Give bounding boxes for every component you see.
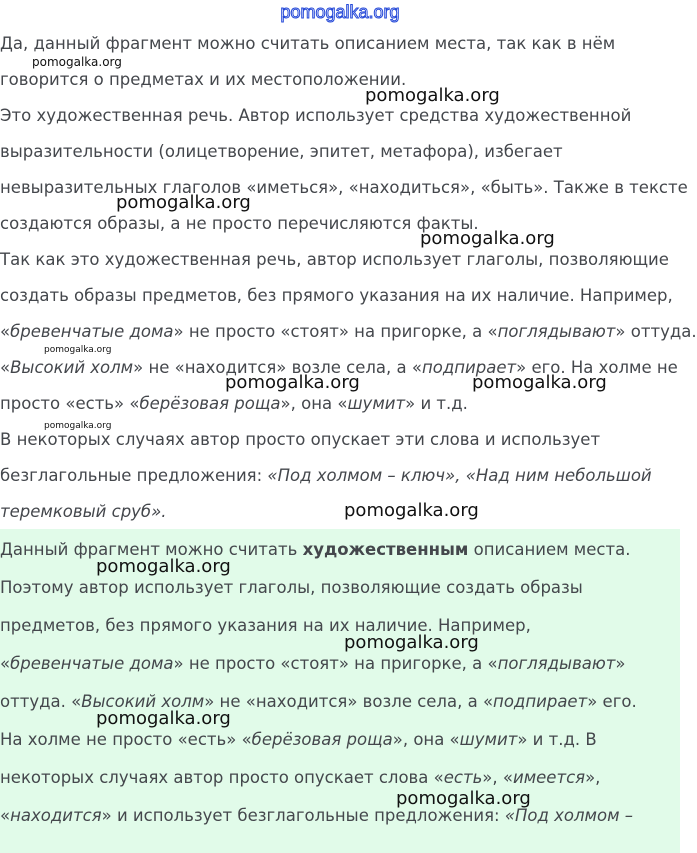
text-line: говорится о предметах и их местоположении. (0, 70, 407, 89)
text-line: просто «есть» «берёзовая роща», она «шумит» и т.д. (0, 394, 468, 413)
watermark: pomogalka.org (96, 708, 231, 729)
watermark: pomogalka.org (225, 372, 360, 393)
text-line: Да, данный фрагмент можно считать описанием места, так как в нём (0, 34, 616, 53)
watermark: pomogalka.org (344, 500, 479, 521)
text-line: «находится» и использует безглагольные предложения: «Под холмом – (0, 806, 634, 825)
watermark: pomogalka.org (116, 192, 251, 213)
watermark: pomogalka.org (44, 345, 112, 355)
text-line: На холме не просто «есть» «берёзовая роща», она «шумит» и т.д. В (0, 730, 597, 749)
text-line: теремковый сруб». (0, 502, 167, 521)
text-line: «бревенчатые дома» не просто «стоят» на пригорке, а «поглядывают» (0, 654, 626, 673)
text-line: Данный фрагмент можно считать художественным описанием места. (0, 540, 631, 559)
text-line: некоторых случаях автор просто опускает слова «есть», «имеется», (0, 768, 601, 787)
text-line: Это художественная речь. Автор использует средства художественной (0, 106, 632, 125)
site-title[interactable]: pomogalka.org (280, 2, 400, 22)
watermark: pomogalka.org (32, 55, 122, 69)
watermark: pomogalka.org (472, 372, 607, 393)
text-line: предметов, без прямого указания на их наличие. Например, (0, 616, 531, 635)
watermark: pomogalka.org (344, 632, 479, 653)
text-line: В некоторых случаях автор просто опускает эти слова и использует (0, 430, 601, 449)
watermark: pomogalka.org (96, 556, 231, 577)
text-line: создаются образы, а не просто перечисляются факты. (0, 214, 479, 233)
text-line: оттуда. «Высокий холм» не «находится» возле села, а «подпирает» его. (0, 692, 637, 711)
text-line: невыразительных глаголов «иметься», «находиться», «быть». Также в тексте (0, 178, 688, 197)
watermark: pomogalka.org (396, 788, 531, 809)
text-line: создать образы предметов, без прямого указания на их наличие. Например, (0, 286, 673, 305)
text-line: безглагольные предложения: «Под холмом – ключ», «Над ним небольшой (0, 466, 652, 485)
text-line: «Высокий холм» не «находится» возле села, а «подпирает» его. На холме не (0, 358, 678, 377)
watermark: pomogalka.org (420, 228, 555, 249)
watermark: pomogalka.org (365, 85, 500, 106)
text-line: Так как это художественная речь, автор использует глаголы, позволяющие (0, 250, 669, 269)
text-line: «бревенчатые дома» не просто «стоят» на пригорке, а «поглядывают» оттуда. (0, 322, 697, 341)
text-line: Поэтому автор использует глаголы, позволяющие создать образы (0, 578, 583, 597)
text-line: выразительности (олицетворение, эпитет, метафора), избегает (0, 142, 563, 161)
watermark: pomogalka.org (44, 421, 112, 431)
